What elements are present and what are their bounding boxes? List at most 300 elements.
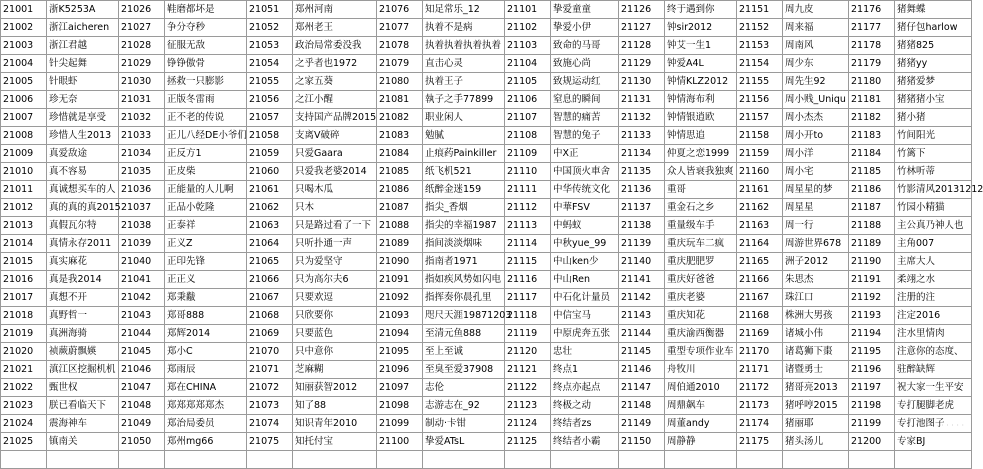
id-cell[interactable]: 21043 [119,307,165,325]
name-cell[interactable]: 正印先锋 [165,253,247,271]
name-cell[interactable]: 指间淡淡烟味 [423,235,505,253]
id-cell[interactable]: 21157 [737,109,783,127]
name-cell[interactable]: 祯蕨蔚飘媖 [47,343,119,361]
id-cell[interactable]: 21004 [1,55,47,73]
id-cell[interactable]: 21097 [377,379,423,397]
id-cell[interactable]: 21168 [737,307,783,325]
id-cell[interactable]: 21018 [1,307,47,325]
id-cell[interactable]: 21194 [849,325,895,343]
name-cell[interactable]: 珠江口 [783,289,849,307]
name-cell[interactable]: 驻醉缺辉 [895,361,972,379]
id-cell[interactable]: 21001 [1,1,47,19]
id-cell[interactable]: 21112 [505,199,551,217]
name-cell[interactable]: 中山ken少 [551,253,619,271]
name-cell[interactable]: 专家BJ [895,433,972,451]
id-cell[interactable]: 21098 [377,397,423,415]
id-cell[interactable]: 21002 [1,19,47,37]
id-cell[interactable]: 21008 [1,127,47,145]
name-cell[interactable]: 职业闲人 [423,109,505,127]
name-cell[interactable]: 之家五葵 [293,73,377,91]
name-cell[interactable]: 正能量的人儿啊 [165,181,247,199]
name-cell[interactable]: 周董andy [665,415,737,433]
id-cell[interactable]: 21071 [247,361,293,379]
id-cell[interactable]: 21106 [505,91,551,109]
name-cell[interactable]: 中華FSV [551,199,619,217]
name-cell[interactable]: 注册的注 [895,289,972,307]
id-cell[interactable]: 21065 [247,253,293,271]
name-cell[interactable]: 中山Ren [551,271,619,289]
id-cell[interactable]: 21155 [737,73,783,91]
name-cell[interactable]: 中原虎奔五张 [551,325,619,343]
id-cell[interactable]: 21026 [119,1,165,19]
id-cell[interactable]: 21039 [119,235,165,253]
name-cell[interactable]: 真野哲一 [47,307,119,325]
id-cell[interactable]: 21150 [619,433,665,451]
name-cell[interactable]: 钟爱A4L [665,55,737,73]
name-cell[interactable]: 竹篱下 [895,145,972,163]
name-cell[interactable]: 终于遇到你 [665,1,737,19]
name-cell[interactable]: 鞋磨都坏是 [165,1,247,19]
name-cell[interactable]: 至上至诚 [423,343,505,361]
id-cell[interactable]: 21007 [1,109,47,127]
name-cell[interactable]: 注意你的态度、 [895,343,972,361]
name-cell[interactable]: 周鼎飙车 [665,397,737,415]
name-cell[interactable]: 重庆肥肥罗 [665,253,737,271]
id-cell[interactable]: 21006 [1,91,47,109]
id-cell[interactable]: 21100 [377,433,423,451]
name-cell[interactable]: 钟sir2012 [665,19,737,37]
id-cell[interactable]: 21080 [377,73,423,91]
name-cell[interactable]: 周南风 [783,37,849,55]
id-cell[interactable]: 21091 [377,271,423,289]
name-cell[interactable]: 指挥奏你晨孔里 [423,289,505,307]
name-cell[interactable]: 只中意你 [293,343,377,361]
name-cell[interactable]: 只欣要你 [293,307,377,325]
name-cell[interactable]: 注水里情肉 [895,325,972,343]
name-cell[interactable]: 真是我2014 [47,271,119,289]
id-cell[interactable]: 21048 [119,397,165,415]
name-cell[interactable]: 周小宅 [783,163,849,181]
name-cell[interactable]: 之江小醒 [293,91,377,109]
name-cell[interactable]: 指如疾风势如闪电 [423,271,505,289]
name-cell[interactable]: 忠壮 [551,343,619,361]
id-cell[interactable]: 21178 [849,37,895,55]
name-cell[interactable]: 诸城小伟 [783,325,849,343]
id-cell[interactable]: 21061 [247,181,293,199]
id-cell[interactable]: 21126 [619,1,665,19]
id-cell[interactable]: 21044 [119,325,165,343]
name-cell[interactable]: 只爱Gaara [293,145,377,163]
id-cell[interactable] [619,451,665,469]
name-cell[interactable]: 终点亦起点 [551,379,619,397]
id-cell[interactable]: 21138 [619,217,665,235]
name-cell[interactable]: 郑秉黻 [165,289,247,307]
name-cell[interactable]: 正品小乾隆 [165,199,247,217]
id-cell[interactable]: 21160 [737,163,783,181]
id-cell[interactable]: 21162 [737,199,783,217]
id-cell[interactable]: 21184 [849,145,895,163]
id-cell[interactable]: 21176 [849,1,895,19]
name-cell[interactable]: 终结者小霸 [551,433,619,451]
id-cell[interactable]: 21125 [505,433,551,451]
name-cell[interactable]: 祝大家一生平安 [895,379,972,397]
id-cell[interactable]: 21090 [377,253,423,271]
name-cell[interactable]: 竹间阳光 [895,127,972,145]
id-cell[interactable]: 21114 [505,235,551,253]
id-cell[interactable]: 21164 [737,235,783,253]
name-cell[interactable]: 主公真乃神人也 [895,217,972,235]
name-cell[interactable]: 猪丽耶 [783,415,849,433]
name-cell[interactable]: 真假瓦尔特 [47,217,119,235]
name-cell[interactable]: 钟情思追 [665,127,737,145]
id-cell[interactable]: 21042 [119,289,165,307]
name-cell[interactable]: 勉腻 [423,127,505,145]
id-cell[interactable]: 21192 [849,289,895,307]
name-cell[interactable]: 周游世界678 [783,235,849,253]
id-cell[interactable]: 21118 [505,307,551,325]
id-cell[interactable]: 21171 [737,361,783,379]
id-cell[interactable]: 21020 [1,343,47,361]
id-cell[interactable]: 21013 [1,217,47,235]
id-cell[interactable]: 21142 [619,289,665,307]
name-cell[interactable]: 洲子2012 [783,253,849,271]
id-cell[interactable]: 21151 [737,1,783,19]
name-cell[interactable]: 只要欢逗 [293,289,377,307]
id-cell[interactable]: 21191 [849,271,895,289]
name-cell[interactable]: 纸飞机521 [423,163,505,181]
id-cell[interactable]: 21177 [849,19,895,37]
id-cell[interactable]: 21009 [1,145,47,163]
id-cell[interactable]: 21087 [377,199,423,217]
name-cell[interactable]: 真的真的真2015 [47,199,119,217]
name-cell[interactable]: 郑哥888 [165,307,247,325]
id-cell[interactable] [1,451,47,469]
name-cell[interactable]: 中国顶火車舍 [551,163,619,181]
id-cell[interactable]: 21200 [849,433,895,451]
id-cell[interactable]: 21109 [505,145,551,163]
id-cell[interactable]: 21094 [377,325,423,343]
id-cell[interactable]: 21170 [737,343,783,361]
id-cell[interactable]: 21003 [1,37,47,55]
name-cell[interactable]: 执着不是病 [423,19,505,37]
name-cell[interactable]: 钟情银逍欧 [665,109,737,127]
name-cell[interactable]: 中华传统文化 [551,181,619,199]
name-cell[interactable]: 珍惜就是享受 [47,109,119,127]
id-cell[interactable]: 21069 [247,325,293,343]
name-cell[interactable]: 浙江aicheren [47,19,119,37]
name-cell[interactable]: 终极之动 [551,397,619,415]
id-cell[interactable] [505,451,551,469]
id-cell[interactable]: 21134 [619,145,665,163]
id-cell[interactable]: 21023 [1,397,47,415]
name-cell[interactable]: 株洲大男孩 [783,307,849,325]
id-cell[interactable]: 21124 [505,415,551,433]
id-cell[interactable]: 21055 [247,73,293,91]
name-cell[interactable]: 之乎者也1972 [293,55,377,73]
name-cell[interactable]: 正儿八经DE小爷们 [165,127,247,145]
name-cell[interactable] [165,451,247,469]
id-cell[interactable]: 21189 [849,235,895,253]
id-cell[interactable]: 21049 [119,415,165,433]
id-cell[interactable]: 21120 [505,343,551,361]
name-cell[interactable]: 甄世权 [47,379,119,397]
name-cell[interactable]: 咫尺天涯19871203 [423,307,505,325]
id-cell[interactable]: 21056 [247,91,293,109]
id-cell[interactable]: 21152 [737,19,783,37]
id-cell[interactable]: 21122 [505,379,551,397]
id-cell[interactable]: 21181 [849,91,895,109]
id-cell[interactable]: 21132 [619,109,665,127]
name-cell[interactable]: 只爱我老婆2014 [293,163,377,181]
id-cell[interactable]: 21104 [505,55,551,73]
name-cell[interactable]: 周星星的梦 [783,181,849,199]
name-cell[interactable]: 中蚂蚁 [551,217,619,235]
name-cell[interactable]: 挚爱ATsL [423,433,505,451]
id-cell[interactable]: 21179 [849,55,895,73]
id-cell[interactable]: 21196 [849,361,895,379]
id-cell[interactable]: 21088 [377,217,423,235]
name-cell[interactable]: 指尖_香烟 [423,199,505,217]
name-cell[interactable]: 真实麻花 [47,253,119,271]
id-cell[interactable] [119,451,165,469]
id-cell[interactable]: 21102 [505,19,551,37]
id-cell[interactable]: 21140 [619,253,665,271]
name-cell[interactable]: 猪猪猪小宝 [895,91,972,109]
name-cell[interactable]: 柔翊之水 [895,271,972,289]
name-cell[interactable]: 钟艾一生1 [665,37,737,55]
id-cell[interactable] [849,451,895,469]
id-cell[interactable]: 21121 [505,361,551,379]
id-cell[interactable]: 21047 [119,379,165,397]
id-cell[interactable]: 21027 [119,19,165,37]
id-cell[interactable]: 21188 [849,217,895,235]
id-cell[interactable]: 21145 [619,343,665,361]
id-cell[interactable]: 21116 [505,271,551,289]
name-cell[interactable]: 志游志在_92 [423,397,505,415]
name-cell[interactable]: 周小杰杰 [783,109,849,127]
id-cell[interactable]: 21161 [737,181,783,199]
name-cell[interactable]: 周静静 [665,433,737,451]
id-cell[interactable]: 21175 [737,433,783,451]
name-cell[interactable]: 众人皆衰我独爽 [665,163,737,181]
name-cell[interactable] [293,451,377,469]
name-cell[interactable]: 舟牧川 [665,361,737,379]
id-cell[interactable]: 21172 [737,379,783,397]
id-cell[interactable]: 21173 [737,397,783,415]
id-cell[interactable]: 21199 [849,415,895,433]
id-cell[interactable]: 21052 [247,19,293,37]
id-cell[interactable]: 21159 [737,145,783,163]
name-cell[interactable]: 注定2016 [895,307,972,325]
id-cell[interactable]: 21038 [119,217,165,235]
id-cell[interactable]: 21085 [377,163,423,181]
id-cell[interactable]: 21147 [619,379,665,397]
id-cell[interactable]: 21077 [377,19,423,37]
id-cell[interactable] [737,451,783,469]
name-cell[interactable]: 芝麻糊 [293,361,377,379]
id-cell[interactable]: 21169 [737,325,783,343]
name-cell[interactable]: 周先生92 [783,73,849,91]
name-cell[interactable]: 终结者zs [551,415,619,433]
id-cell[interactable]: 21040 [119,253,165,271]
id-cell[interactable]: 21127 [619,19,665,37]
id-cell[interactable]: 21021 [1,361,47,379]
name-cell[interactable]: 铮铮傲骨 [165,55,247,73]
id-cell[interactable] [377,451,423,469]
id-cell[interactable]: 21137 [619,199,665,217]
id-cell[interactable]: 21059 [247,145,293,163]
id-cell[interactable]: 21119 [505,325,551,343]
id-cell[interactable]: 21154 [737,55,783,73]
name-cell[interactable]: 主席大人 [895,253,972,271]
name-cell[interactable]: 重庆玩车二疯 [665,235,737,253]
name-cell[interactable]: 竹园小精猫 [895,199,972,217]
id-cell[interactable]: 21083 [377,127,423,145]
name-cell[interactable]: 指尖的幸福1987 [423,217,505,235]
id-cell[interactable]: 21032 [119,109,165,127]
id-cell[interactable]: 21092 [377,289,423,307]
name-cell[interactable]: 智慧的兔子 [551,127,619,145]
name-cell[interactable]: 主角007 [895,235,972,253]
id-cell[interactable]: 21005 [1,73,47,91]
id-cell[interactable]: 21103 [505,37,551,55]
id-cell[interactable]: 21148 [619,397,665,415]
name-cell[interactable]: 针尖起舞 [47,55,119,73]
id-cell[interactable]: 21153 [737,37,783,55]
id-cell[interactable]: 21086 [377,181,423,199]
name-cell[interactable]: 知了88 [293,397,377,415]
name-cell[interactable]: 郑州老王 [293,19,377,37]
id-cell[interactable]: 21029 [119,55,165,73]
name-cell[interactable] [47,451,119,469]
name-cell[interactable]: 钟情KLZ2012 [665,73,737,91]
id-cell[interactable]: 21016 [1,271,47,289]
name-cell[interactable]: 只喝木瓜 [293,181,377,199]
name-cell[interactable]: 正泰祥 [165,217,247,235]
id-cell[interactable]: 21174 [737,415,783,433]
name-cell[interactable]: 执着王子 [423,73,505,91]
id-cell[interactable]: 21096 [377,361,423,379]
name-cell[interactable]: 正皮柴 [165,163,247,181]
name-cell[interactable]: 猪仔包harlow [895,19,972,37]
id-cell[interactable]: 21198 [849,397,895,415]
id-cell[interactable]: 21066 [247,271,293,289]
id-cell[interactable]: 21166 [737,271,783,289]
name-cell[interactable]: 重庆好爸爸 [665,271,737,289]
id-cell[interactable]: 21050 [119,433,165,451]
id-cell[interactable]: 21101 [505,1,551,19]
name-cell[interactable]: 只为爱坚守 [293,253,377,271]
name-cell[interactable]: 至清元鱼888 [423,325,505,343]
id-cell[interactable]: 21156 [737,91,783,109]
name-cell[interactable]: 真想不开 [47,289,119,307]
id-cell[interactable]: 21082 [377,109,423,127]
name-cell[interactable]: 珍惜人生2013 [47,127,119,145]
id-cell[interactable]: 21165 [737,253,783,271]
id-cell[interactable]: 21014 [1,235,47,253]
id-cell[interactable]: 21070 [247,343,293,361]
name-cell[interactable]: 郑小C [165,343,247,361]
id-cell[interactable]: 21146 [619,361,665,379]
id-cell[interactable]: 21093 [377,307,423,325]
name-cell[interactable]: 郑治局委员 [165,415,247,433]
id-cell[interactable]: 21051 [247,1,293,19]
name-cell[interactable] [423,451,505,469]
name-cell[interactable]: 中信宝马 [551,307,619,325]
id-cell[interactable]: 21129 [619,55,665,73]
name-cell[interactable] [665,451,737,469]
id-cell[interactable]: 21079 [377,55,423,73]
name-cell[interactable] [895,451,972,469]
name-cell[interactable]: 猪猪爱梦 [895,73,972,91]
id-cell[interactable]: 21075 [247,433,293,451]
id-cell[interactable]: 21058 [247,127,293,145]
name-cell[interactable]: 重金石之乡 [665,199,737,217]
id-cell[interactable]: 21185 [849,163,895,181]
id-cell[interactable]: 21130 [619,73,665,91]
name-cell[interactable]: 猪头汤儿 [783,433,849,451]
id-cell[interactable]: 21195 [849,343,895,361]
id-cell[interactable]: 21031 [119,91,165,109]
id-cell[interactable]: 21063 [247,217,293,235]
name-cell[interactable]: 止痕药Painkiller [423,145,505,163]
name-cell[interactable]: 郑州河南 [293,1,377,19]
id-cell[interactable]: 21149 [619,415,665,433]
id-cell[interactable]: 21113 [505,217,551,235]
name-cell[interactable]: 只是路过看了一下 [293,217,377,235]
name-cell[interactable] [783,451,849,469]
id-cell[interactable]: 21025 [1,433,47,451]
id-cell[interactable]: 21133 [619,127,665,145]
id-cell[interactable]: 21028 [119,37,165,55]
id-cell[interactable]: 21105 [505,73,551,91]
name-cell[interactable]: 周伯通2010 [665,379,737,397]
name-cell[interactable]: 中石化计量员 [551,289,619,307]
name-cell[interactable]: 重型专项作业车 [665,343,737,361]
id-cell[interactable] [247,451,293,469]
id-cell[interactable]: 21193 [849,307,895,325]
name-cell[interactable]: 针眼虾 [47,73,119,91]
name-cell[interactable]: 支离V破碎 [293,127,377,145]
id-cell[interactable]: 21062 [247,199,293,217]
name-cell[interactable]: 知识青年2010 [293,415,377,433]
name-cell[interactable]: 挚爱童童 [551,1,619,19]
id-cell[interactable]: 21110 [505,163,551,181]
id-cell[interactable]: 21033 [119,127,165,145]
name-cell[interactable]: 只为高尔夫6 [293,271,377,289]
name-cell[interactable]: 只要蓝色 [293,325,377,343]
id-cell[interactable]: 21036 [119,181,165,199]
name-cell[interactable]: 拯救一只膨影 [165,73,247,91]
name-cell[interactable]: 致规运动红 [551,73,619,91]
name-cell[interactable]: 朕已看临天下 [47,397,119,415]
id-cell[interactable]: 21045 [119,343,165,361]
name-cell[interactable]: 志伦 [423,379,505,397]
id-cell[interactable]: 21095 [377,343,423,361]
id-cell[interactable]: 21010 [1,163,47,181]
name-cell[interactable]: 郑州mg66 [165,433,247,451]
id-cell[interactable]: 21041 [119,271,165,289]
id-cell[interactable]: 21141 [619,271,665,289]
name-cell[interactable]: 真情永存2011 [47,235,119,253]
id-cell[interactable]: 21182 [849,109,895,127]
id-cell[interactable]: 21111 [505,181,551,199]
name-cell[interactable]: 致命的马哥 [551,37,619,55]
id-cell[interactable]: 21054 [247,55,293,73]
id-cell[interactable]: 21186 [849,181,895,199]
name-cell[interactable]: 真爱敌途 [47,145,119,163]
id-cell[interactable]: 21072 [247,379,293,397]
